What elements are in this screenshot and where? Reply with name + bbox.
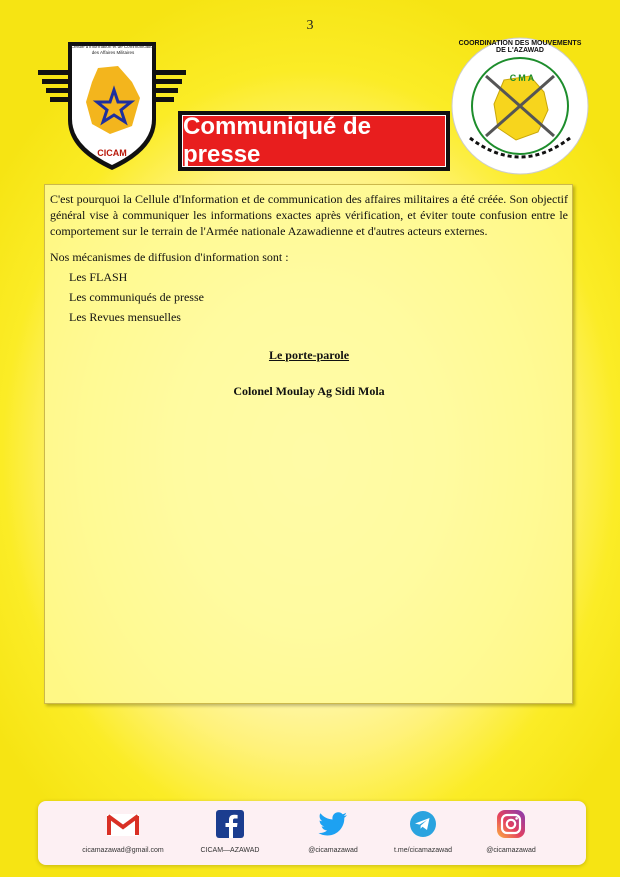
cicam-name: CICAM — [97, 148, 127, 158]
twitter-label: @cicamazawad — [308, 847, 358, 854]
instagram-label: @cicamazawad — [486, 847, 536, 854]
gmail-contact[interactable] — [73, 809, 173, 854]
cma-emblem-icon — [450, 36, 590, 176]
telegram-icon — [409, 810, 437, 838]
footer-contacts — [38, 801, 586, 865]
telegram-label: t.me/cicamazawad — [394, 847, 452, 854]
twitter-contact[interactable] — [283, 809, 383, 854]
gmail-label: cicamazawad@gmail.com — [82, 847, 164, 854]
signature-name: Colonel Moulay Ag Sidi Mola — [233, 384, 385, 398]
facebook-contact[interactable] — [180, 809, 280, 854]
facebook-icon — [216, 810, 244, 838]
list-item: Les communiqués de presse — [69, 290, 204, 304]
twitter-icon — [318, 811, 348, 837]
cma-logo — [450, 36, 590, 176]
list-item: Les Revues mensuelles — [69, 310, 181, 324]
mechanisms-list — [50, 269, 568, 325]
content-panel — [44, 184, 573, 704]
mechanisms-intro: Nos mécanismes de diffusion d'information sont : — [50, 250, 289, 264]
instagram-icon — [496, 809, 526, 839]
cma-arc-text: COORDINATION DES MOUVEMENTS DE L'AZAWAD — [458, 40, 582, 54]
cma-abbr: CMA — [509, 73, 537, 83]
cicam-caption: Cellule d'information et de Communication des Affaires Militaires — [70, 44, 156, 55]
list-item: Les FLASH — [69, 270, 128, 284]
page-title: Communiqué de presse — [182, 115, 446, 167]
telegram-contact[interactable] — [373, 809, 473, 854]
facebook-label: CICAM—AZAWAD — [200, 847, 260, 854]
gmail-icon — [106, 811, 140, 837]
instagram-contact[interactable] — [461, 809, 561, 854]
signature-title: Le porte-parole — [268, 348, 350, 362]
page-number: 3 — [306, 18, 314, 33]
title-banner — [178, 111, 450, 171]
body-paragraph: C'est pourquoi la Cellule d'Information et de communication des affaires militaires a été créée. Son objectif général vise à communiquer les informations exactes après vérification, et éviter toute confusion entre le comportement sur le terrain de l'Armée nationale Azawadienne et d'autres acteurs externes. — [50, 192, 568, 238]
